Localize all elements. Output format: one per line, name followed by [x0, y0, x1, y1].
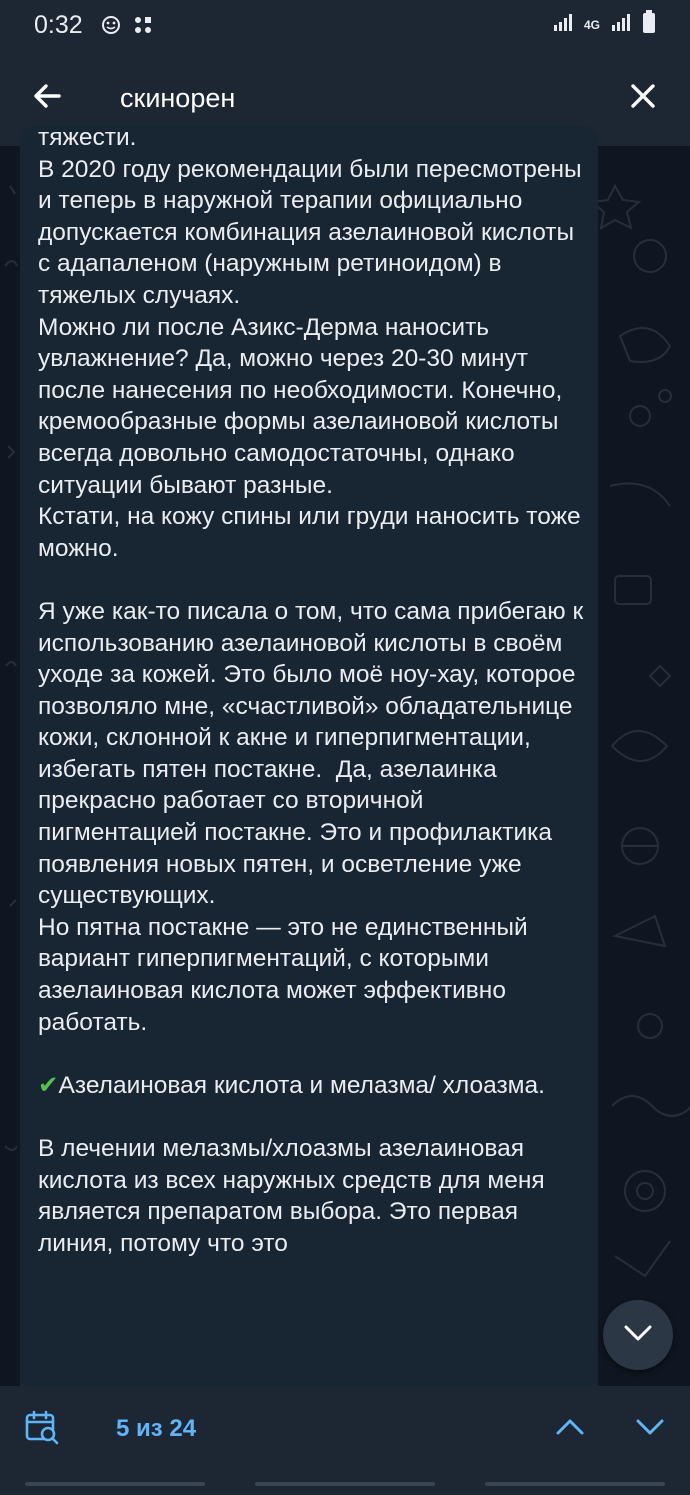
message-bubble[interactable]: [20, 126, 598, 1406]
apps-status-icon: [133, 15, 153, 35]
chevron-down-icon: [635, 1418, 665, 1441]
close-search-button[interactable]: [596, 50, 690, 146]
nav-home-bar[interactable]: [255, 1482, 435, 1486]
arrow-left-icon: [32, 81, 62, 116]
status-time: 0:32: [34, 10, 83, 39]
message-text: [38, 122, 584, 1259]
smiley-status-icon: [101, 15, 121, 35]
next-result-button[interactable]: [610, 1386, 690, 1472]
chevron-down-icon: [623, 1324, 653, 1347]
message-text-part1: тяжести. В 2020 году рекомендации были пересмотрены и теперь в наружной терапии официально допускается комбинация азелаиновой кислоты с адапаленом (наружным ретиноидом) в тяжелых случаях. Можно ли после Азикс-Дерма наносить увлажнение? Да, можно через 20-30 минут после нанесения по необходимости. Конечно, кремообразные формы азелаиновой кислоты всегда довольно самодостаточны, однако ситуации бывают разные. Кстати, на кожу спины или груди наносить тоже можно. Я уже как-то писала о том, что сама прибегаю к использованию азелаиновой кислоты в своём уходе за кожей. Это было моё ноу-хау, которое позволяло мне, «счастливой» обладательнице кожи, склонной к акне и гиперпигментации, избегать пятен постакне. Да, азелаинка прекрасно работает со вторичной пигментацией постакне. Это и профилактика появления новых пятен, и осветление уже существующих. Но пятна постакне — это не единственный вариант гиперпигментаций, с которыми азелаиновая кислота может эффективно работать.: [38, 124, 584, 1036]
search-query[interactable]: скинорен: [120, 82, 236, 113]
check-mark-icon: ✔: [38, 1071, 59, 1099]
signal-r-icon: [552, 11, 574, 40]
previous-result-button[interactable]: [530, 1386, 610, 1472]
battery-icon: [642, 10, 656, 41]
signal-icon: [610, 11, 632, 40]
network-label: 4G: [583, 18, 600, 32]
system-nav-bar: [0, 1472, 690, 1495]
search-result-counter: 5 из 24: [116, 1415, 197, 1442]
nav-recents-bar[interactable]: [25, 1482, 205, 1486]
status-bar: [0, 0, 690, 50]
scroll-down-button[interactable]: [603, 1300, 673, 1370]
search-by-date-button[interactable]: [2, 1386, 82, 1472]
close-icon: [630, 83, 656, 114]
chevron-up-icon: [555, 1418, 585, 1441]
chat-area[interactable]: [0, 124, 690, 1386]
message-text-part2: Азелаиновая кислота и мелазма/ хлоазма. В лечении мелазмы/хлоазмы азелаиновая кислота из всех наружных средств для меня является препаратом выбора. Это первая линия, потому что это: [38, 1071, 545, 1257]
calendar-search-icon: [24, 1409, 60, 1450]
search-navigation-bar: [0, 1386, 690, 1472]
nav-back-bar[interactable]: [485, 1482, 665, 1486]
